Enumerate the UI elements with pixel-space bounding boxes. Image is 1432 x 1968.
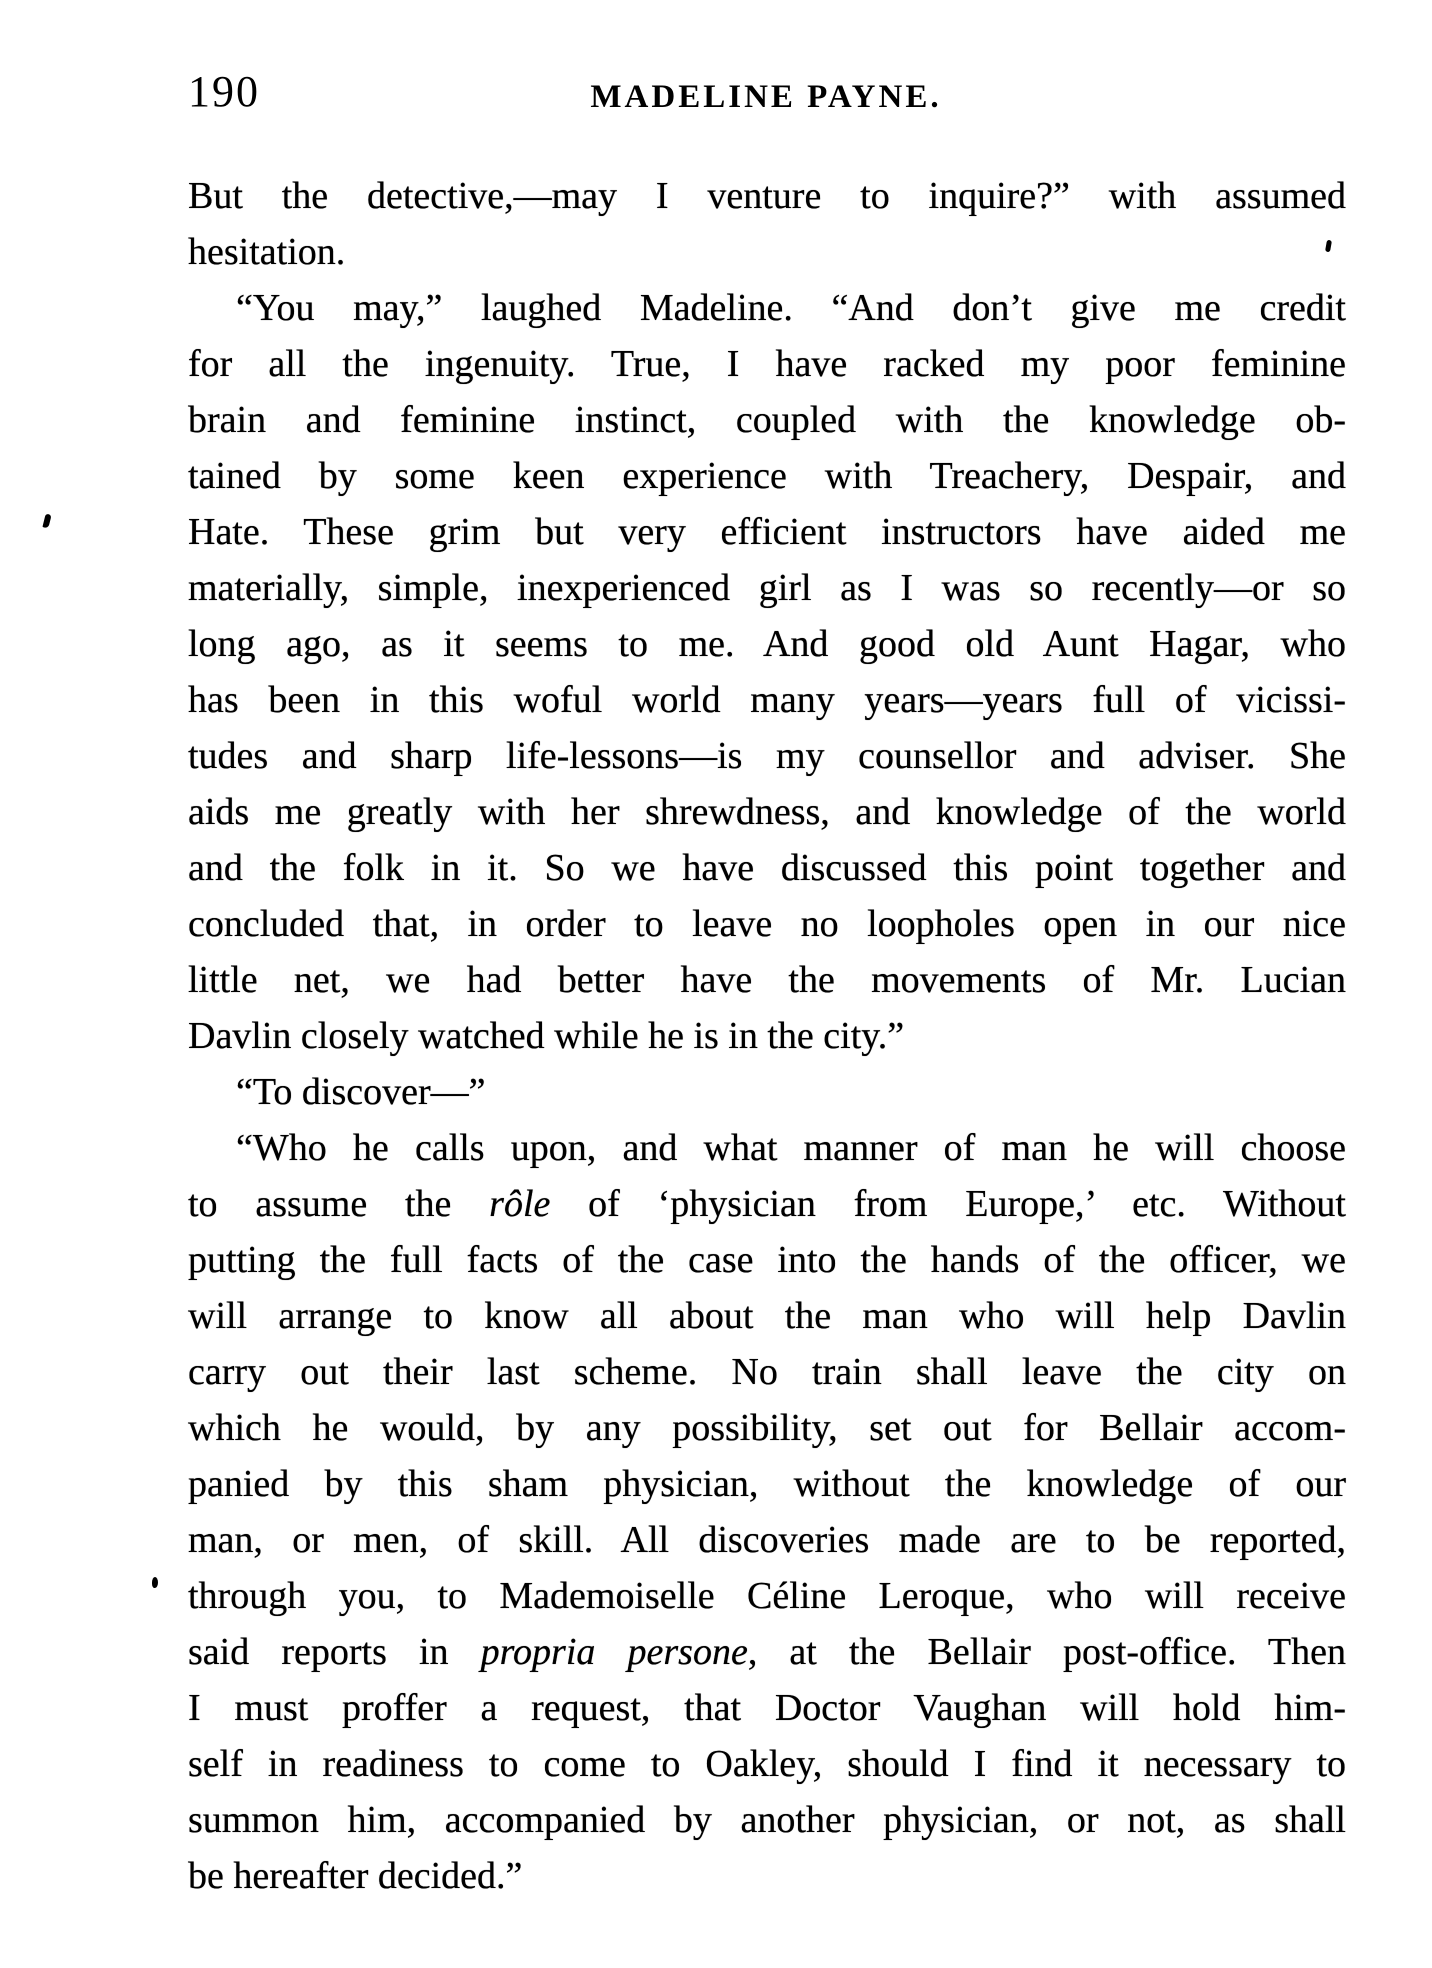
text-line: man, or men, of skill. All discoveries made are to be reported, bbox=[188, 1519, 1346, 1561]
text-line: has been in this woful world many years—years full of vicissi- bbox=[188, 679, 1346, 721]
text-line bbox=[188, 1176, 1346, 1232]
text-line: tudes and sharp life-lessons—is my counsellor and adviser. She bbox=[188, 735, 1346, 777]
text-line: hesitation. bbox=[188, 231, 346, 273]
text-line: and the folk in it. So we have discussed this point together and bbox=[188, 847, 1346, 889]
text-line: brain and feminine instinct, coupled with the knowledge ob- bbox=[188, 399, 1346, 441]
text-line: Hate. These grim but very efficient instructors have aided me bbox=[188, 511, 1346, 553]
text-line bbox=[188, 1624, 1346, 1680]
text-line: panied by this sham physician, without the knowledge of our bbox=[188, 1463, 1346, 1505]
text-line: summon him, accompanied by another physician, or not, as shall bbox=[188, 1799, 1346, 1841]
text-line: tained by some keen experience with Treachery, Despair, and bbox=[188, 455, 1346, 497]
text-line: carry out their last scheme. No train shall leave the city on bbox=[188, 1351, 1346, 1393]
text-line: self in readiness to come to Oakley, should I find it necessary to bbox=[188, 1743, 1346, 1785]
text-line: Davlin closely watched while he is in the city.” bbox=[188, 1015, 905, 1057]
text-line: “To discover—” bbox=[236, 1071, 486, 1113]
text-line: “You may,” laughed Madeline. “And don’t give me credit bbox=[236, 287, 1346, 329]
page-header bbox=[188, 68, 1346, 128]
text-line: which he would, by any possibility, set out for Bellair accom- bbox=[188, 1407, 1346, 1449]
body-text bbox=[188, 168, 1346, 1904]
italic-term: rôle bbox=[489, 1183, 551, 1225]
page-number: 190 bbox=[188, 67, 260, 116]
ink-speck bbox=[42, 513, 51, 528]
text-segment: to assume the bbox=[188, 1183, 490, 1225]
text-line: materially, simple, inexperienced girl as I was so recently—or so bbox=[188, 567, 1346, 609]
text-line: “Who he calls upon, and what manner of man he will choose bbox=[236, 1127, 1346, 1169]
text-segment: of ‘physician from Europe,’ etc. Without bbox=[550, 1183, 1346, 1225]
text-line: concluded that, in order to leave no loopholes open in our nice bbox=[188, 903, 1346, 945]
text-line: I must proffer a request, that Doctor Vaughan will hold him- bbox=[188, 1687, 1346, 1729]
text-line: aids me greatly with her shrewdness, and knowledge of the world bbox=[188, 791, 1346, 833]
ink-speck bbox=[152, 1577, 158, 1588]
text-segment: said reports in bbox=[188, 1631, 481, 1673]
text-segment: , at the Bellair post-office. Then bbox=[747, 1631, 1346, 1673]
text-line: be hereafter decided.” bbox=[188, 1855, 523, 1897]
text-line: little net, we had better have the movements of Mr. Lucian bbox=[188, 959, 1346, 1001]
text-line: will arrange to know all about the man who will help Davlin bbox=[188, 1295, 1346, 1337]
running-title: MADELINE PAYNE. bbox=[590, 79, 942, 115]
text-line: But the detective,—may I venture to inquire?” with assumed bbox=[188, 175, 1346, 217]
text-line: long ago, as it seems to me. And good old Aunt Hagar, who bbox=[188, 623, 1346, 665]
text-line: for all the ingenuity. True, I have racked my poor feminine bbox=[188, 343, 1346, 385]
text-line: putting the full facts of the case into the hands of the officer, we bbox=[188, 1239, 1346, 1281]
text-line: through you, to Mademoiselle Céline Leroque, who will receive bbox=[188, 1575, 1346, 1617]
italic-term: propria persone bbox=[480, 1631, 748, 1673]
